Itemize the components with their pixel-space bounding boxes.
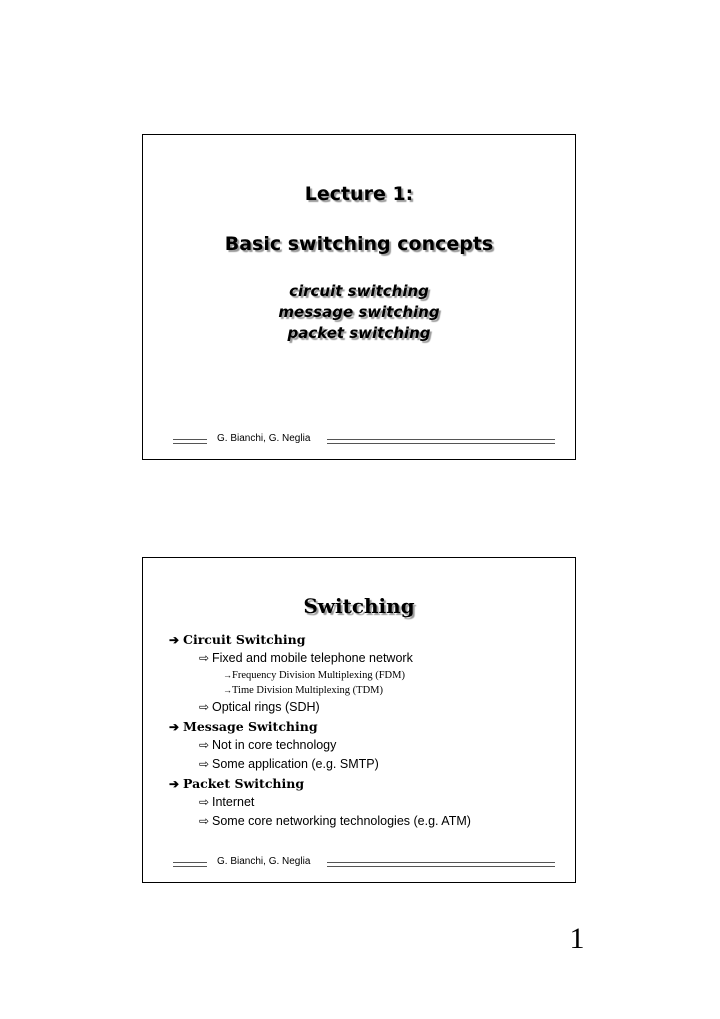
subtopic-item: packet switching: [287, 324, 431, 342]
subtopic-item: message switching: [278, 303, 440, 321]
outline-right-arrow-icon: ⇨: [199, 700, 210, 714]
lecture-heading: Lecture 1:: [304, 183, 414, 205]
small-right-arrow-icon: →: [223, 670, 232, 680]
page-number: 1: [569, 922, 585, 955]
bullet-list: [169, 630, 565, 831]
slide-footer: [143, 858, 575, 872]
bullet-item-level-1: [169, 774, 565, 793]
outline-right-arrow-icon: ⇨: [199, 651, 210, 665]
footer-rule-left: [173, 862, 207, 867]
slide-title: Basic switching concepts: [224, 233, 494, 255]
bullet-item-level-2: [169, 755, 565, 774]
footer-authors: G. Bianchi, G. Neglia: [217, 433, 311, 444]
bullet-text: Fixed and mobile telephone network: [212, 651, 413, 665]
bullet-text: Optical rings (SDH): [212, 700, 320, 714]
footer-authors: G. Bianchi, G. Neglia: [217, 856, 311, 867]
outline-right-arrow-icon: ⇨: [199, 795, 210, 809]
bullet-item-level-2: [169, 649, 565, 668]
outline-right-arrow-icon: ⇨: [199, 757, 210, 771]
bullet-text: Some core networking technologies (e.g. ATM): [212, 814, 471, 828]
bullet-item-level-2: [169, 812, 565, 831]
subtopic-item: circuit switching: [289, 282, 429, 300]
footer-rule-right: [327, 862, 555, 867]
slide-footer: [143, 435, 575, 449]
bullet-text: Frequency Division Multiplexing (FDM): [232, 670, 405, 681]
bullet-item-level-2: [169, 736, 565, 755]
bold-right-arrow-icon: ➔: [169, 720, 180, 734]
bold-right-arrow-icon: ➔: [169, 777, 180, 791]
subtopic-list: [143, 281, 575, 344]
small-right-arrow-icon: →: [223, 685, 232, 695]
bullet-text: Internet: [212, 795, 255, 809]
bullet-item-level-1: [169, 717, 565, 736]
footer-rule-right: [327, 439, 555, 444]
outline-right-arrow-icon: ⇨: [199, 738, 210, 752]
bullet-text: Packet Switching: [183, 776, 305, 791]
bullet-item-level-1: [169, 630, 565, 649]
bullet-item-level-3: [169, 683, 565, 698]
bullet-text: Time Division Multiplexing (TDM): [232, 685, 383, 696]
bullet-item-level-3: [169, 668, 565, 683]
outline-right-arrow-icon: ⇨: [199, 814, 210, 828]
slide-1: [142, 134, 576, 460]
slide-title: Switching: [303, 594, 415, 618]
bullet-item-level-2: [169, 698, 565, 717]
bullet-item-level-2: [169, 793, 565, 812]
footer-rule-left: [173, 439, 207, 444]
bullet-text: Some application (e.g. SMTP): [212, 757, 379, 771]
bold-right-arrow-icon: ➔: [169, 633, 180, 647]
bullet-text: Not in core technology: [212, 738, 337, 752]
bullet-text: Message Switching: [183, 719, 318, 734]
slide-2: [142, 557, 576, 883]
bullet-text: Circuit Switching: [183, 632, 306, 647]
